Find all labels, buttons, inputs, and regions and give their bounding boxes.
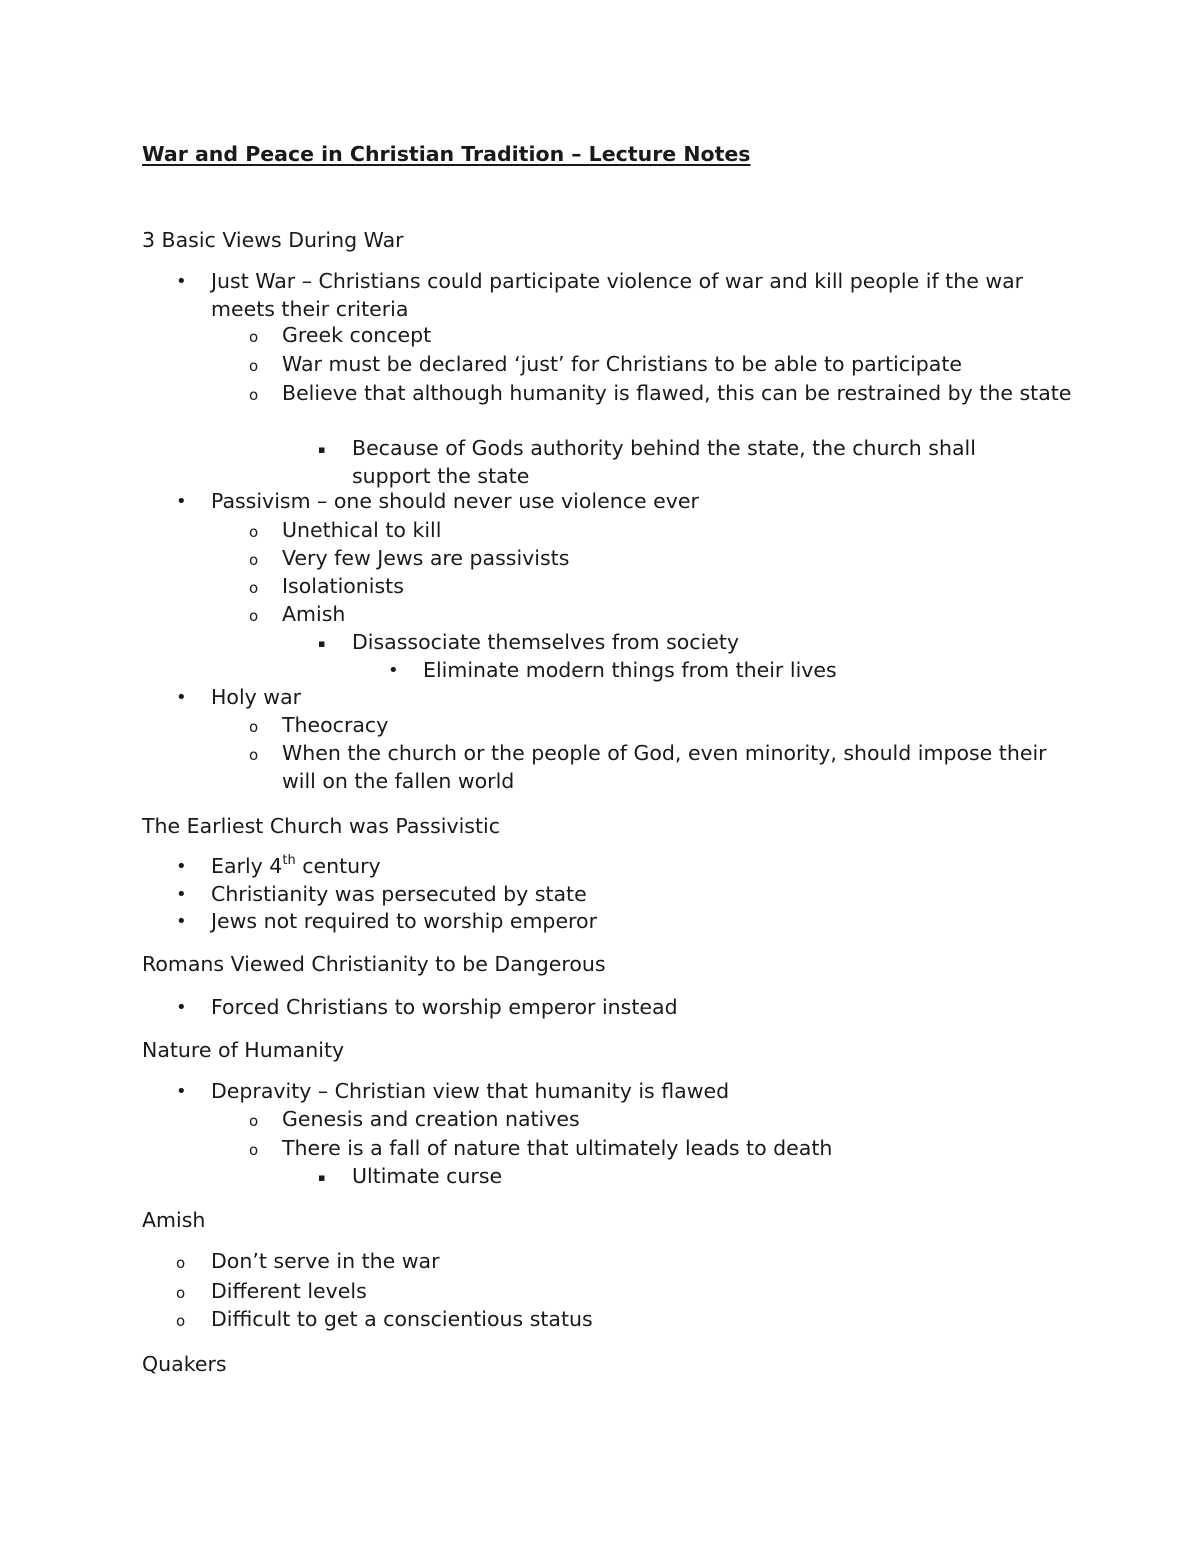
disc-bullet-icon: • bbox=[176, 1081, 187, 1102]
disc-bullet-icon: • bbox=[388, 660, 399, 681]
circle-bullet-icon: o bbox=[249, 1112, 259, 1130]
disc-bullet-icon: • bbox=[176, 884, 187, 905]
section-heading-nature-of-humanity: Nature of Humanity bbox=[142, 1038, 345, 1062]
circle-bullet-icon: o bbox=[176, 1254, 186, 1272]
square-bullet-icon: ▪ bbox=[318, 1171, 326, 1184]
disc-bullet-icon: • bbox=[176, 687, 187, 708]
list-item-text: War must be declared ‘just’ for Christians to be able to participate bbox=[282, 352, 962, 376]
square-bullet-icon: ▪ bbox=[318, 637, 326, 650]
list-item-text: Very few Jews are passivists bbox=[282, 546, 570, 570]
list-item-text: Forced Christians to worship emperor instead bbox=[211, 995, 678, 1019]
square-bullet-icon: ▪ bbox=[318, 443, 326, 456]
section-heading-basic-views: 3 Basic Views During War bbox=[142, 228, 404, 252]
list-item-text: Genesis and creation natives bbox=[282, 1107, 580, 1131]
section-heading-earliest-church: The Earliest Church was Passivistic bbox=[142, 814, 500, 838]
circle-bullet-icon: o bbox=[249, 328, 259, 346]
circle-bullet-icon: o bbox=[176, 1284, 186, 1302]
list-item-text: Difficult to get a conscientious status bbox=[211, 1307, 593, 1331]
list-item-text: Amish bbox=[282, 602, 346, 626]
list-item-text: When the church or the people of God, even minority, should impose their will on the fallen world bbox=[282, 741, 1047, 793]
circle-bullet-icon: o bbox=[249, 357, 259, 375]
list-item-text: Don’t serve in the war bbox=[211, 1249, 440, 1273]
list-item-text: Eliminate modern things from their lives bbox=[423, 658, 837, 682]
list-item-text: Ultimate curse bbox=[352, 1164, 503, 1188]
circle-bullet-icon: o bbox=[249, 1141, 259, 1159]
list-item-text: Because of Gods authority behind the state, the church shall support the state bbox=[352, 436, 976, 488]
list-item-text: Greek concept bbox=[282, 323, 432, 347]
circle-bullet-icon: o bbox=[249, 579, 259, 597]
list-item-text: Isolationists bbox=[282, 574, 404, 598]
circle-bullet-icon: o bbox=[249, 551, 259, 569]
list-item-text: Christianity was persecuted by state bbox=[211, 882, 587, 906]
circle-bullet-icon: o bbox=[249, 718, 259, 736]
disc-bullet-icon: • bbox=[176, 856, 187, 877]
superscript: th bbox=[282, 853, 296, 868]
list-item-text: Theocracy bbox=[282, 713, 389, 737]
list-item-text: There is a fall of nature that ultimately leads to death bbox=[282, 1136, 833, 1160]
list-item-text: Unethical to kill bbox=[282, 518, 442, 542]
circle-bullet-icon: o bbox=[249, 386, 259, 404]
list-item-text: Early 4th century bbox=[211, 853, 381, 878]
list-item-text: Depravity – Christian view that humanity is flawed bbox=[211, 1079, 730, 1103]
disc-bullet-icon: • bbox=[176, 491, 187, 512]
disc-bullet-icon: • bbox=[176, 271, 187, 292]
circle-bullet-icon: o bbox=[249, 607, 259, 625]
list-item-text: Believe that although humanity is flawed, this can be restrained by the state bbox=[282, 381, 1072, 405]
section-heading-amish: Amish bbox=[142, 1208, 206, 1232]
circle-bullet-icon: o bbox=[249, 523, 259, 541]
list-item-text: Different levels bbox=[211, 1279, 367, 1303]
disc-bullet-icon: • bbox=[176, 997, 187, 1018]
circle-bullet-icon: o bbox=[249, 746, 259, 764]
circle-bullet-icon: o bbox=[176, 1312, 186, 1330]
disc-bullet-icon: • bbox=[176, 911, 187, 932]
list-item-text: Disassociate themselves from society bbox=[352, 630, 740, 654]
section-heading-romans: Romans Viewed Christianity to be Dangerous bbox=[142, 952, 606, 976]
list-item-text: Holy war bbox=[211, 685, 302, 709]
document-title: War and Peace in Christian Tradition – Lecture Notes bbox=[142, 142, 751, 166]
list-item-text: Just War – Christians could participate violence of war and kill people if the war meets their criteria bbox=[211, 269, 1024, 321]
list-item-text: Jews not required to worship emperor bbox=[211, 909, 598, 933]
list-item-text: Passivism – one should never use violence ever bbox=[211, 489, 699, 513]
section-heading-quakers: Quakers bbox=[142, 1352, 227, 1376]
